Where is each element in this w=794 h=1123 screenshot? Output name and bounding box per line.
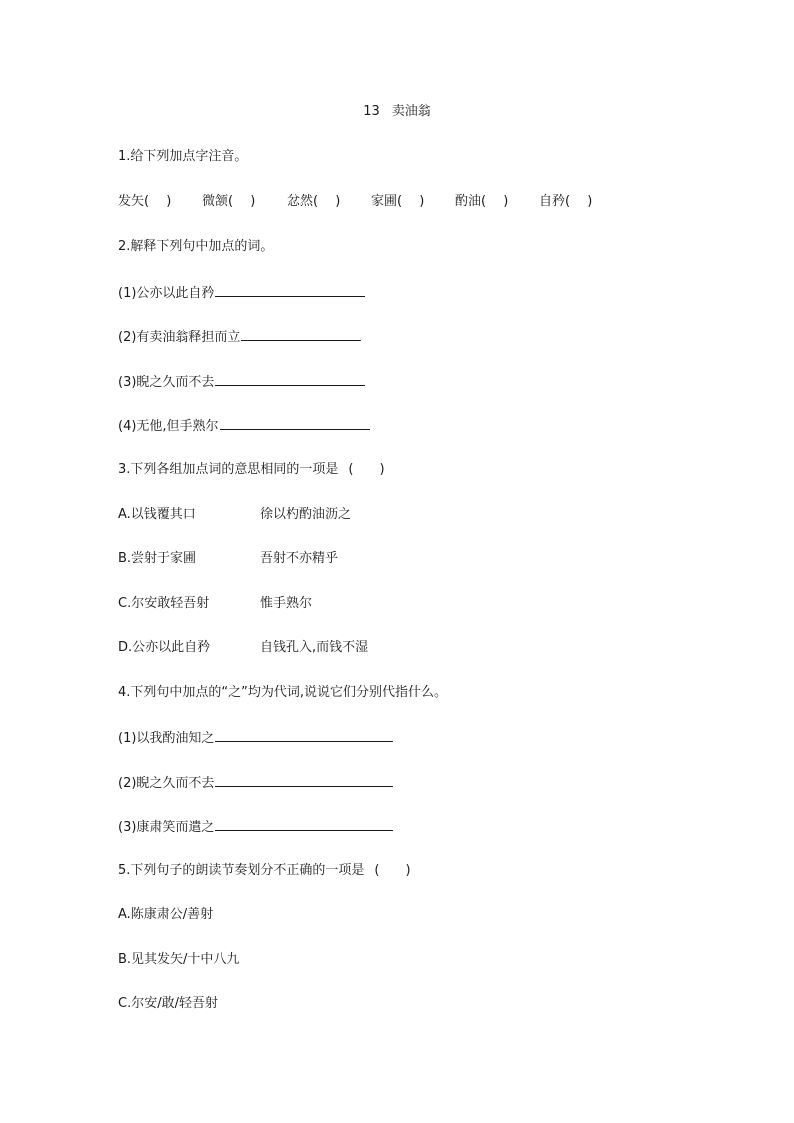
q4-item-text: (1)以我酌油知之 [118, 731, 215, 746]
q2-item-text: (2)有卖油翁释担而立 [118, 330, 241, 345]
lesson-title: 卖油翁 [391, 104, 431, 119]
q5-prompt: 5.下列句子的朗读节奏划分不正确的一项是 [118, 863, 365, 878]
answer-paren[interactable]: ( ) [348, 462, 385, 477]
q1-item: 家圃( ) [371, 194, 425, 209]
option-left: C.尔安敢轻吾射 [118, 596, 210, 611]
q2-item-text: (3)睨之久而不去 [118, 375, 215, 390]
page-title [0, 103, 794, 121]
q1-item: 发矢( ) [118, 194, 172, 209]
q1-item: 忿然( ) [287, 194, 341, 209]
answer-blank[interactable] [215, 728, 393, 742]
q3-prompt-line [118, 461, 385, 479]
option-right: 徐以杓酌油沥之 [260, 507, 352, 522]
q5-option: C.尔安/敢/轻吾射 [118, 996, 218, 1011]
q3-option [118, 595, 209, 613]
q2-item-text: (4)无他,但手熟尔 [118, 419, 219, 434]
q4-item-text: (2)睨之久而不去 [118, 776, 215, 791]
q4-item [118, 817, 393, 837]
q4-item [118, 773, 393, 793]
q2-prompt: 2.解释下列句中加点的词。 [118, 239, 274, 254]
answer-blank[interactable] [215, 372, 365, 386]
q1-item: 自矜( ) [539, 194, 593, 209]
q2-item [118, 283, 365, 303]
answer-blank[interactable] [215, 817, 393, 831]
q4-item-text: (3)康肃笑而遣之 [118, 820, 215, 835]
q5-prompt-line [118, 862, 411, 880]
answer-blank[interactable] [220, 416, 370, 430]
q3-prompt: 3.下列各组加点词的意思相同的一项是 [118, 462, 339, 477]
q1-item: 微颔( ) [202, 194, 256, 209]
q4-item [118, 728, 393, 748]
q1-prompt: 1.给下列加点字注音。 [118, 149, 248, 164]
option-left: D.公亦以此自矜 [118, 640, 211, 655]
answer-blank[interactable] [215, 283, 365, 297]
option-right: 自钱孔入,而钱不湿 [260, 640, 369, 655]
q4-prompt: 4.下列句中加点的“之”均为代词,说说它们分别代指什么。 [118, 685, 448, 700]
q3-option [118, 506, 196, 524]
q3-option [118, 639, 210, 657]
q1-item: 酌油( ) [455, 194, 509, 209]
q3-option [118, 550, 196, 568]
q2-item [118, 372, 365, 392]
option-right: 惟手熟尔 [260, 596, 313, 611]
option-left: A.以钱覆其口 [118, 507, 196, 522]
q2-item-text: (1)公亦以此自矜 [118, 286, 215, 301]
q2-item [118, 416, 370, 436]
answer-blank[interactable] [241, 327, 361, 341]
answer-paren[interactable]: ( ) [374, 863, 411, 878]
q5-option: B.见其发矢/十中八九 [118, 952, 240, 967]
option-right: 吾射不亦精乎 [260, 551, 339, 566]
answer-blank[interactable] [215, 773, 393, 787]
q2-item [118, 327, 361, 347]
option-left: B.尝射于家圃 [118, 551, 197, 566]
q5-option: A.陈康肃公/善射 [118, 907, 214, 922]
lesson-number: 13 [363, 104, 380, 119]
